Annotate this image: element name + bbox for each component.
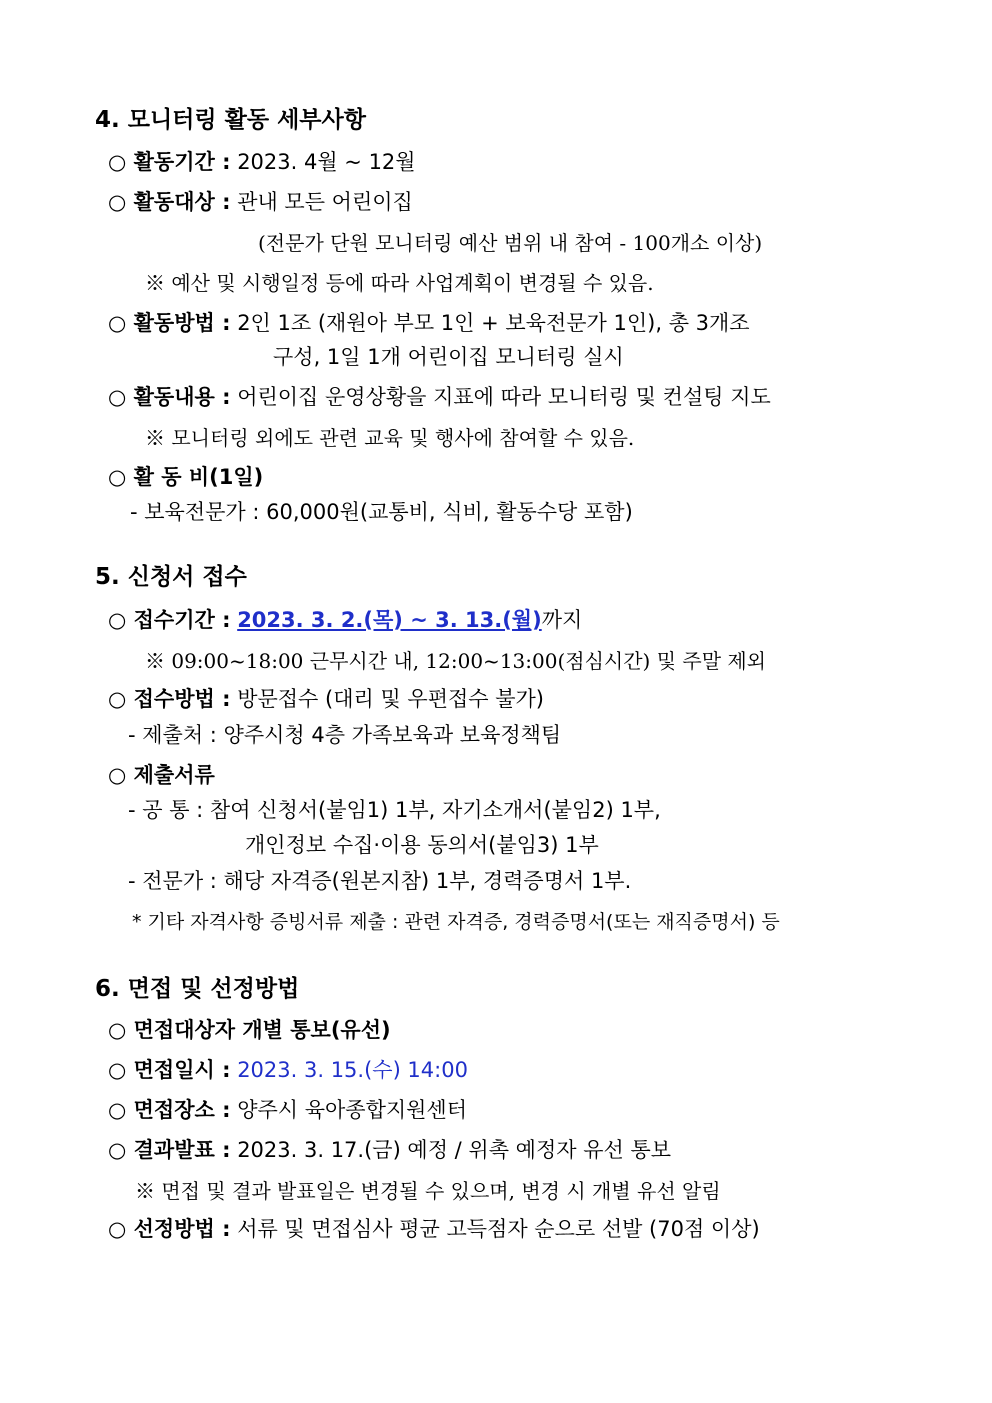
interview-date-value: 2023. 3. 15.(수) 14:00 xyxy=(237,1058,468,1082)
application-period-value: 2023. 3. 2.(목) ~ 3. 13.(월) xyxy=(237,608,542,632)
section6-title: 6. 면접 및 선정방법 xyxy=(95,976,300,1002)
result-announcement-label: ○ 결과발표 : xyxy=(108,1138,231,1162)
activity-period-label: ○ 활동기간 : xyxy=(108,150,231,174)
activity-fee-label: ○ 활 동 비(1일) xyxy=(108,465,264,489)
application-method-value: 방문접수 (대리 및 우편접수 불가) xyxy=(237,687,544,711)
result-announcement-value: 2023. 3. 17.(금) 예정 / 위촉 예정자 유선 통보 xyxy=(237,1138,672,1162)
interview-date xyxy=(108,1055,468,1085)
application-method xyxy=(108,684,544,714)
application-period-label: ○ 접수기간 : xyxy=(108,608,231,632)
section5-title: 5. 신청서 접수 xyxy=(95,564,247,590)
activity-content xyxy=(108,382,771,412)
documents-common-1: - 공 통 : 참여 신청서(붙임1) 1부, 자기소개서(붙임2) 1부, xyxy=(128,798,661,822)
application-method-label: ○ 접수방법 : xyxy=(108,687,231,711)
result-remark: ※ 면접 및 결과 발표일은 변경될 수 있으며, 변경 시 개별 유선 알림 xyxy=(135,1179,721,1203)
interview-place xyxy=(108,1095,467,1125)
interview-notice: ○ 면접대상자 개별 통보(유선) xyxy=(108,1018,391,1042)
activity-content-label: ○ 활동내용 : xyxy=(108,385,231,409)
activity-target-value: 관내 모든 어린이집 xyxy=(237,190,413,214)
documents-label: ○ 제출서류 xyxy=(108,763,215,787)
selection-method xyxy=(108,1214,760,1244)
activity-content-value: 어린이집 운영상황을 지표에 따라 모니터링 및 컨설팅 지도 xyxy=(237,385,771,409)
activity-target-note: (전문가 단원 모니터링 예산 범위 내 참여 - 100개소 이상) xyxy=(258,231,763,255)
activity-method xyxy=(108,308,750,338)
documents-expert: - 전문가 : 해당 자격증(원본지참) 1부, 경력증명서 1부. xyxy=(128,869,632,893)
result-announcement xyxy=(108,1135,671,1165)
interview-place-label: ○ 면접장소 : xyxy=(108,1098,231,1122)
documents-common-2: 개인정보 수집·이용 동의서(붙임3) 1부 xyxy=(245,833,599,857)
selection-method-value: 서류 및 면접심사 평균 고득점자 순으로 선발 (70점 이상) xyxy=(237,1217,760,1241)
submit-to: - 제출처 : 양주시청 4층 가족보육과 보육정책팀 xyxy=(128,723,562,747)
activity-method-value-1: 2인 1조 (재원아 부모 1인 + 보육전문가 1인), 총 3개조 xyxy=(237,311,750,335)
activity-target-remark: ※ 예산 및 시행일정 등에 따라 사업계획이 변경될 수 있음. xyxy=(145,271,654,295)
interview-place-value: 양주시 육아종합지원센터 xyxy=(237,1098,468,1122)
selection-method-label: ○ 선정방법 : xyxy=(108,1217,231,1241)
activity-target xyxy=(108,187,413,217)
interview-date-label: ○ 면접일시 : xyxy=(108,1058,231,1082)
activity-method-label: ○ 활동방법 : xyxy=(108,311,231,335)
documents-other: * 기타 자격사항 증빙서류 제출 : 관련 자격증, 경력증명서(또는 재직증명서) 등 xyxy=(132,911,780,933)
activity-target-label: ○ 활동대상 : xyxy=(108,190,231,214)
activity-content-remark: ※ 모니터링 외에도 관련 교육 및 행사에 참여할 수 있음. xyxy=(145,426,635,450)
activity-method-value-2: 구성, 1일 1개 어린이집 모니터링 실시 xyxy=(273,345,624,369)
application-period-suffix: 까지 xyxy=(541,608,583,632)
activity-period xyxy=(108,147,416,177)
application-period xyxy=(108,605,582,635)
application-period-remark: ※ 09:00~18:00 근무시간 내, 12:00~13:00(점심시간) 및 주말 제외 xyxy=(145,649,767,673)
activity-period-value: 2023. 4월 ~ 12월 xyxy=(237,150,416,174)
section4-title: 4. 모니터링 활동 세부사항 xyxy=(95,107,366,133)
activity-fee-value: - 보육전문가 : 60,000원(교통비, 식비, 활동수당 포함) xyxy=(130,500,633,524)
